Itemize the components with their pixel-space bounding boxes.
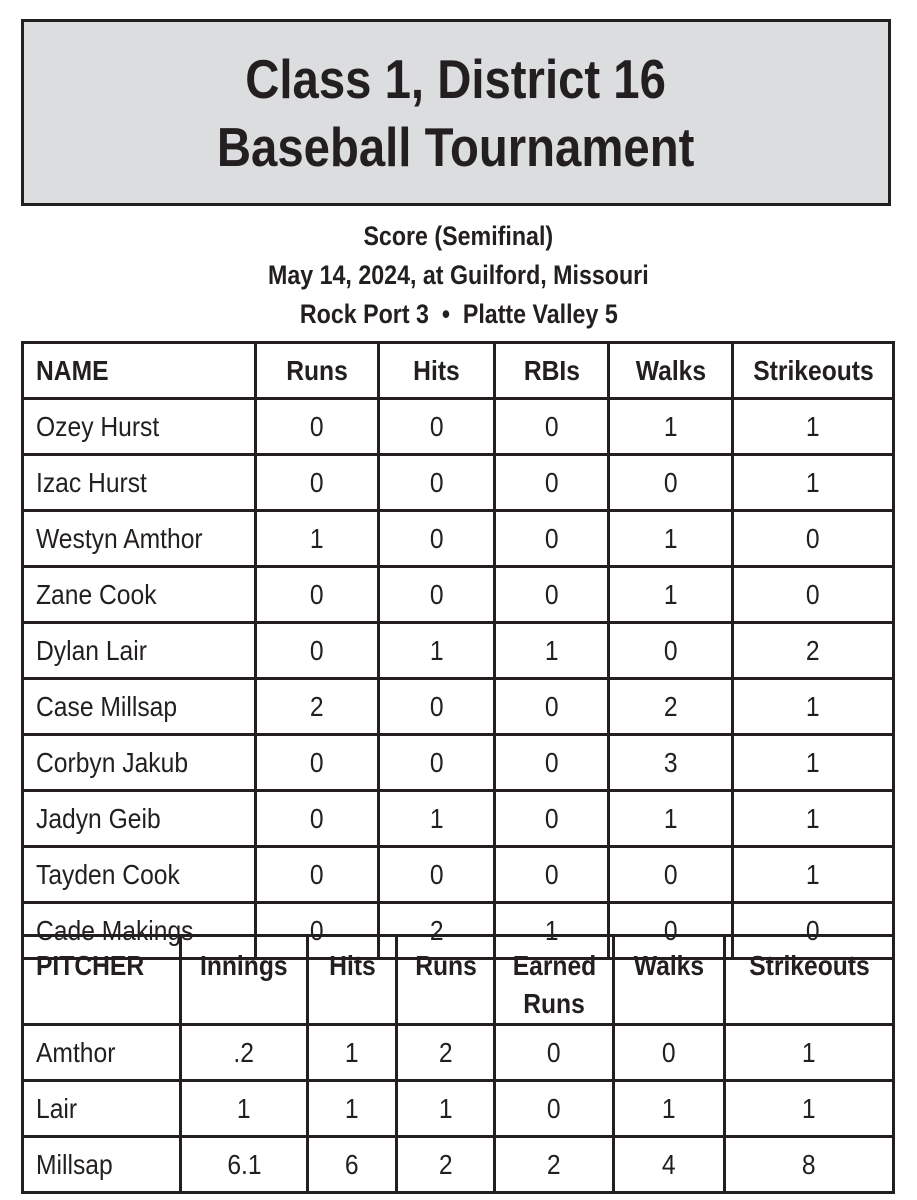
stat-cell: 1 [733,847,894,903]
stat-cell: 1 [181,1081,308,1137]
batting-row [23,567,894,623]
stat-cell: 1 [733,455,894,511]
player-name-cell: Tayden Cook [23,847,256,903]
stat-cell: 0 [256,399,379,455]
stat-cell: 0 [495,679,609,735]
column-header-pitcher: PITCHER [23,936,181,1025]
stat-cell: 0 [733,567,894,623]
player-name-cell: Izac Hurst [23,455,256,511]
title-banner [21,19,891,206]
column-header-hits: Hits [308,936,397,1025]
pitching-row [23,1137,894,1193]
stat-cell: 1 [609,511,733,567]
player-name-cell: Corbyn Jakub [23,735,256,791]
stat-cell: 0 [495,511,609,567]
column-header-earned-runs: Earned Runs [495,936,614,1025]
date-location: May 14, 2024, at Guilford, Missouri [268,260,649,290]
stat-cell: 3 [609,735,733,791]
stat-cell: 1 [733,791,894,847]
column-header-strikeouts: Strikeouts [733,343,894,399]
stat-cell: 1 [733,399,894,455]
batting-table [21,341,895,960]
stat-cell: 2 [397,1025,495,1081]
stat-cell: 1 [397,1081,495,1137]
stat-cell: 0 [379,567,495,623]
batting-row [23,455,894,511]
stat-cell: 1 [725,1081,894,1137]
title-line-1: Class 1, District 16 [245,47,667,110]
column-header-runs: Runs [256,343,379,399]
stat-cell: 0 [379,847,495,903]
stat-cell: 2 [495,1137,614,1193]
column-header-rbis: RBIs [495,343,609,399]
pitching-table [21,934,895,1194]
player-name-cell: Dylan Lair [23,623,256,679]
column-header-walks: Walks [609,343,733,399]
stat-cell: .2 [181,1025,308,1081]
stat-cell: 0 [609,847,733,903]
stat-cell: 1 [495,623,609,679]
stat-cell: 0 [256,567,379,623]
stat-cell: 2 [733,623,894,679]
column-header-runs: Runs [397,936,495,1025]
score-label: Score (Semifinal) [363,221,554,251]
player-name-cell: Zane Cook [23,567,256,623]
batting-row [23,735,894,791]
stat-cell: 0 [379,679,495,735]
pitching-row [23,1025,894,1081]
stat-cell: 0 [256,455,379,511]
stat-cell: 2 [379,903,495,959]
batting-header-row [23,343,894,399]
game-result: Rock Port 3 • Platte Valley 5 [299,299,618,329]
stat-cell: 0 [609,623,733,679]
stat-cell: 6.1 [181,1137,308,1193]
stat-cell: 0 [256,623,379,679]
stat-cell: 1 [733,735,894,791]
stat-cell: 0 [256,903,379,959]
player-name-cell: Amthor [23,1025,181,1081]
stat-cell: 0 [256,847,379,903]
stat-cell: 0 [609,903,733,959]
stat-cell: 0 [379,455,495,511]
column-header-hits: Hits [379,343,495,399]
stat-cell: 0 [495,1081,614,1137]
batting-row [23,679,894,735]
stat-cell: 0 [256,791,379,847]
stat-cell: 0 [495,735,609,791]
column-header-name: NAME [23,343,256,399]
stat-cell: 1 [609,791,733,847]
player-name-cell: Westyn Amthor [23,511,256,567]
column-header-walks: Walks [614,936,725,1025]
stat-cell: 1 [379,623,495,679]
stat-cell: 0 [379,511,495,567]
stat-cell: 2 [397,1137,495,1193]
batting-row [23,623,894,679]
stat-cell: 8 [725,1137,894,1193]
stat-cell: 0 [495,791,609,847]
stat-cell: 0 [609,455,733,511]
stat-cell: 1 [614,1081,725,1137]
stat-cell: 0 [495,455,609,511]
title-line-2: Baseball Tournament [217,115,695,178]
column-header-innings: Innings [181,936,308,1025]
stat-cell: 0 [733,511,894,567]
stat-cell: 0 [379,735,495,791]
batting-row [23,399,894,455]
player-name-cell: Cade Makings [23,903,256,959]
stat-cell: 0 [495,1025,614,1081]
stat-cell: 0 [256,735,379,791]
column-header-strikeouts: Strikeouts [725,936,894,1025]
stat-cell: 2 [256,679,379,735]
player-name-cell: Ozey Hurst [23,399,256,455]
stat-cell: 1 [308,1081,397,1137]
player-name-cell: Lair [23,1081,181,1137]
stat-cell: 0 [733,903,894,959]
stat-cell: 4 [614,1137,725,1193]
stat-cell: 1 [733,679,894,735]
player-name-cell: Case Millsap [23,679,256,735]
player-name-cell: Millsap [23,1137,181,1193]
batting-row [23,791,894,847]
stat-cell: 1 [379,791,495,847]
pitching-header-row [23,936,894,1025]
stat-cell: 1 [725,1025,894,1081]
stat-cell: 1 [308,1025,397,1081]
batting-row [23,847,894,903]
stat-cell: 0 [614,1025,725,1081]
stat-cell: 1 [609,399,733,455]
stat-cell: 1 [609,567,733,623]
stat-cell: 2 [609,679,733,735]
pitching-row [23,1081,894,1137]
batting-row [23,511,894,567]
player-name-cell: Jadyn Geib [23,791,256,847]
stat-cell: 0 [379,399,495,455]
stat-cell: 1 [256,511,379,567]
stat-cell: 0 [495,847,609,903]
stat-cell: 0 [495,567,609,623]
stat-cell: 6 [308,1137,397,1193]
stat-cell: 0 [495,399,609,455]
stat-cell: 1 [495,903,609,959]
